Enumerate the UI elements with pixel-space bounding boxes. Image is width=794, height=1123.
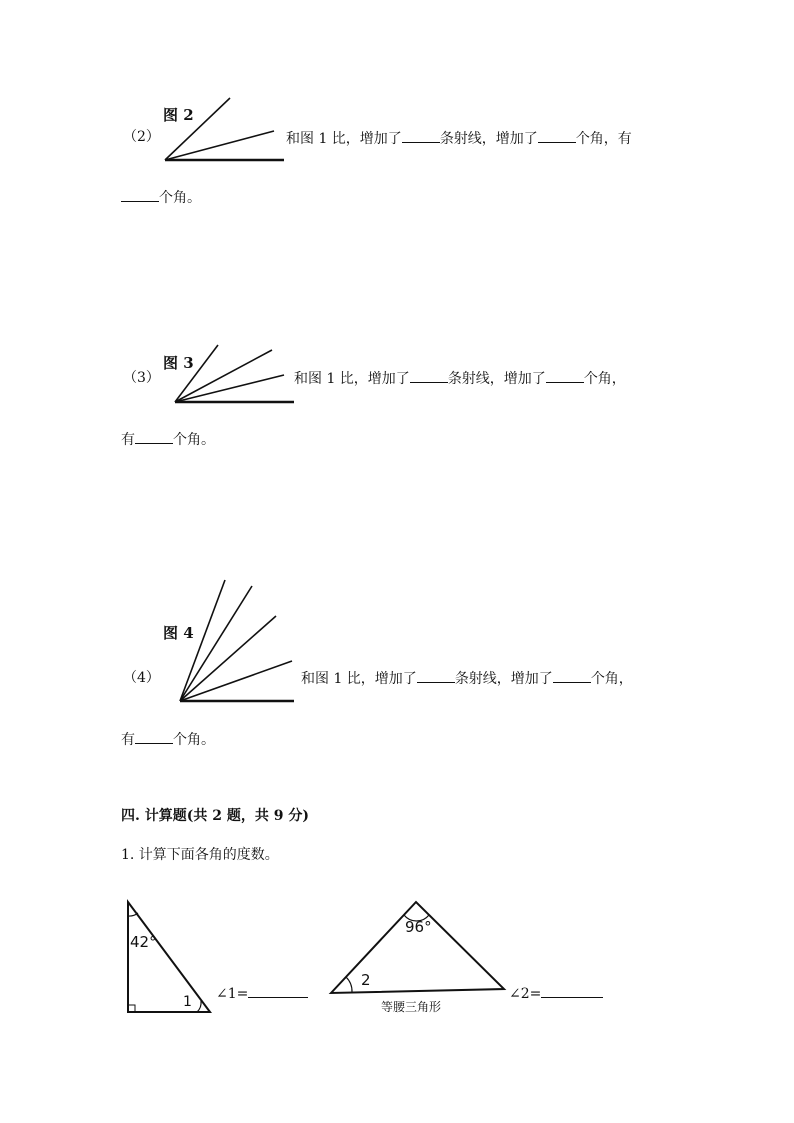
- triangle-caption: 等腰三角形: [381, 1000, 442, 1014]
- question-text-line2: 有 个角。: [121, 429, 215, 450]
- question-number: （3）: [123, 370, 160, 386]
- question-text-line2: 个角。: [121, 187, 201, 208]
- answer-angle-2: ∠2=: [509, 983, 603, 1004]
- section-title: 四. 计算题(共 2 题，共 9 分): [121, 808, 309, 824]
- figure-label: 图 2: [163, 106, 194, 124]
- question-number: （4）: [123, 670, 160, 686]
- question-text-line1: 和图 1 比，增加了 条射线，增加了 个角，: [294, 368, 626, 389]
- angle-value-96: 96°: [405, 918, 432, 936]
- question-number: （2）: [123, 129, 160, 145]
- angle-label-1: 1: [183, 994, 192, 1010]
- question-prompt: 1. 计算下面各角的度数。: [121, 847, 279, 863]
- angle-value-42: 42°: [130, 933, 157, 951]
- answer-blank-angle-2[interactable]: [541, 983, 603, 998]
- question-text-line2: 有 个角。: [121, 729, 215, 750]
- figure-label: 图 3: [163, 354, 194, 372]
- question-text-line1: 和图 1 比，增加了 条射线，增加了 个角，: [301, 668, 633, 689]
- answer-angle-1: ∠1=: [216, 983, 308, 1004]
- angle-label-2: 2: [361, 971, 371, 989]
- question-text-line1: 和图 1 比，增加了 条射线，增加了 个角，有: [286, 128, 632, 149]
- figure-label: 图 4: [163, 624, 194, 642]
